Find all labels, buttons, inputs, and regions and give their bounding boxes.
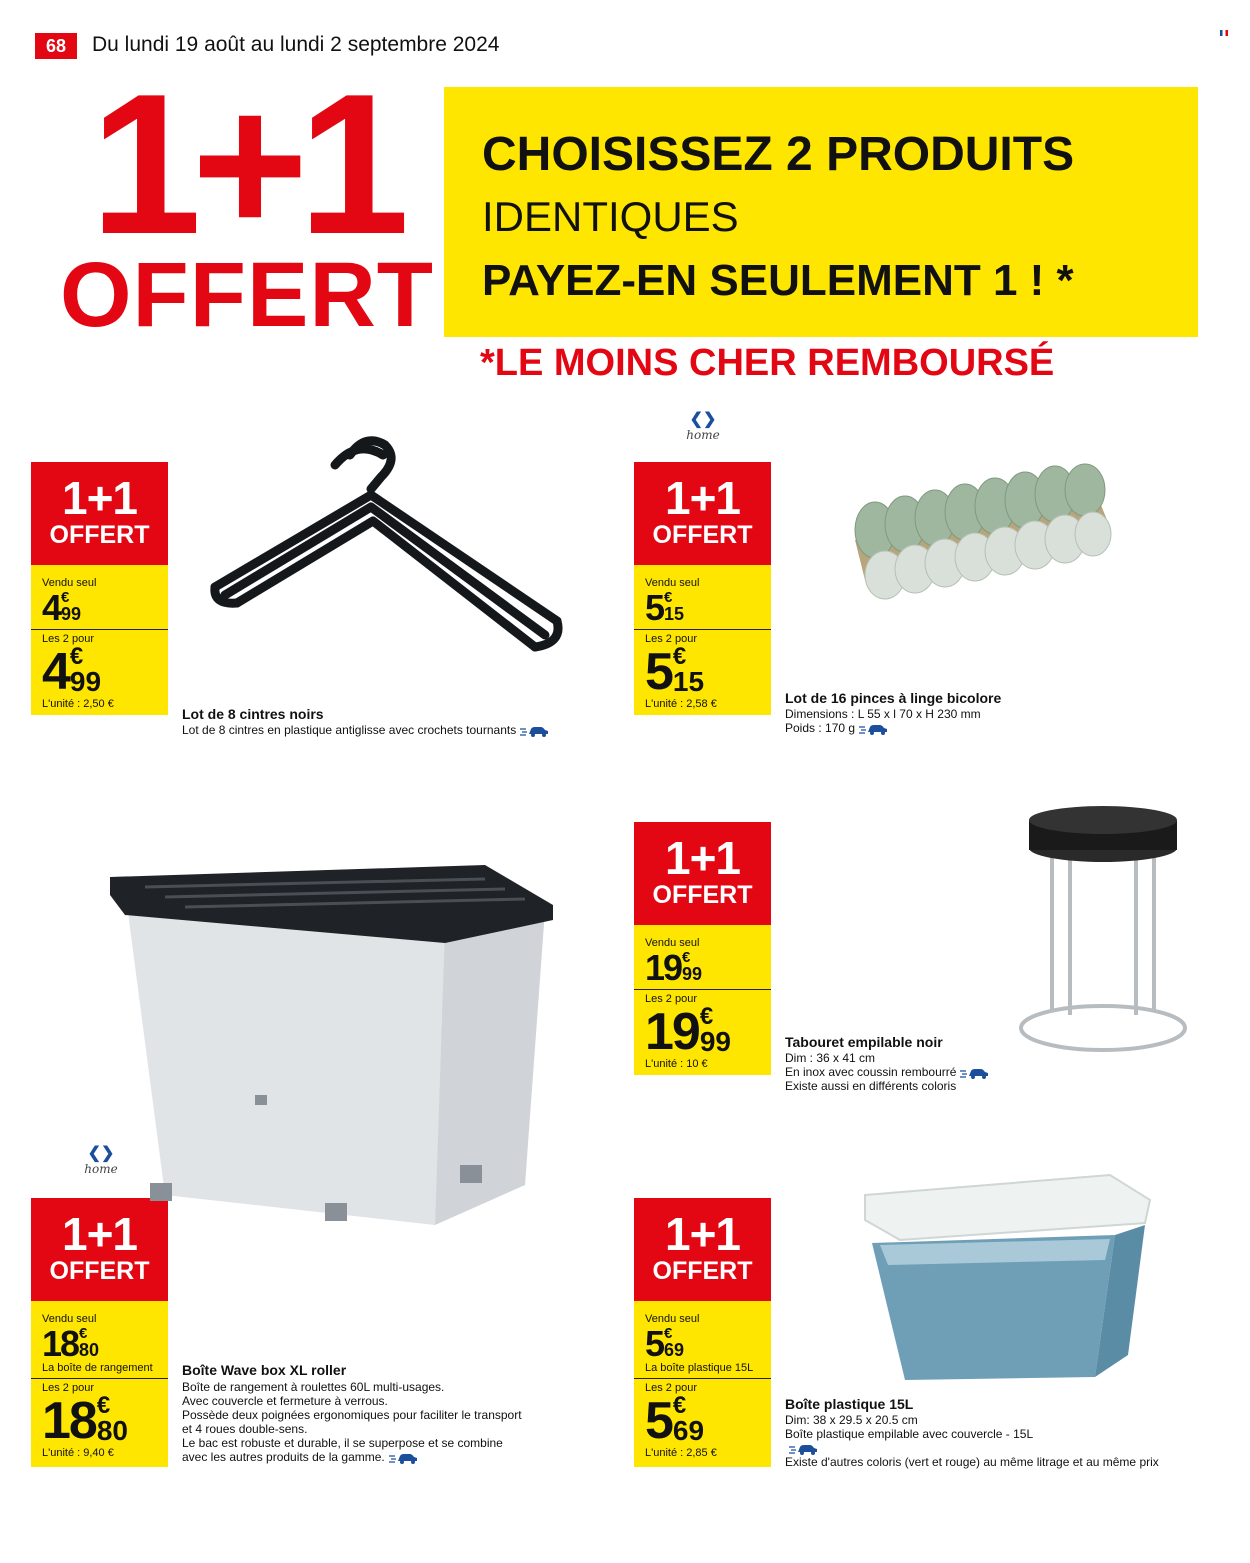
sold-alone-label: Vendu seul xyxy=(645,937,700,949)
carrefour-logo-icon: ❮❯ xyxy=(689,411,717,428)
offer-badge: 1+1 OFFERT xyxy=(634,822,771,925)
storage-box-image xyxy=(105,865,560,1260)
hero-big-text: 1+1 xyxy=(90,53,400,276)
product-desc: Lot de 8 cintres en plastique antiglisse avec crochets tournants xyxy=(182,723,550,737)
pair-price: 4 € 99 xyxy=(42,643,102,701)
offer-badge: 1+1 OFFERT xyxy=(634,1198,771,1301)
sold-alone-price: 4 € 99 xyxy=(42,587,82,628)
product-title: Lot de 16 pinces à linge bicolore xyxy=(785,690,1002,706)
price-panel xyxy=(31,565,168,715)
delivery-car-icon xyxy=(789,1443,819,1455)
promo-banner xyxy=(444,87,1198,337)
price-panel xyxy=(31,1301,168,1467)
pair-price: 5 € 15 xyxy=(645,643,705,701)
sold-alone-label: Vendu seul xyxy=(42,1313,97,1325)
banner-line-1: CHOISISSEZ 2 PRODUITS xyxy=(482,128,1075,181)
hero-offer xyxy=(60,53,434,346)
carrefour-home-logo: ❮❯ home xyxy=(678,412,728,442)
price-tag xyxy=(634,822,771,1075)
product-desc: Dimensions : L 55 x l 70 x H 230 mm Poids : 170 g xyxy=(785,707,981,735)
france-flag-icon xyxy=(1220,30,1228,36)
offer-badge: 1+1 OFFERT xyxy=(31,462,168,565)
stool-image xyxy=(1010,800,1195,1060)
price-tag xyxy=(634,1198,771,1467)
pair-price: 18 € 80 xyxy=(42,1392,128,1450)
page-number: 68 xyxy=(35,33,77,59)
banner-line-2: IDENTIQUES xyxy=(482,193,739,240)
pair-label: Les 2 pour xyxy=(645,633,697,645)
unit-price: L'unité : 9,40 € xyxy=(42,1447,114,1459)
unit-price: L'unité : 2,58 € xyxy=(645,698,717,710)
delivery-car-icon xyxy=(389,1452,419,1464)
product-desc: Dim : 36 x 41 cm En inox avec coussin rembourré Existe aussi en différents coloris xyxy=(785,1051,990,1093)
price-tag xyxy=(31,462,168,715)
pair-price: 5 € 69 xyxy=(645,1392,705,1450)
pair-label: Les 2 pour xyxy=(42,633,94,645)
unit-price: L'unité : 2,85 € xyxy=(645,1447,717,1459)
sold-alone-label: Vendu seul xyxy=(645,1313,700,1325)
pair-price: 19 € 99 xyxy=(645,1003,731,1061)
banner-line-3: PAYEZ-EN SEULEMENT 1 ! * xyxy=(482,256,1074,305)
price-panel xyxy=(634,1301,771,1467)
hero-offer-word: OFFERT xyxy=(60,244,434,346)
clothespins-image xyxy=(845,460,1115,620)
extra-label: La boîte de rangement xyxy=(42,1362,153,1374)
carrefour-home-logo: ❮❯ home xyxy=(76,1146,126,1176)
delivery-car-icon xyxy=(859,723,889,735)
delivery-car-icon xyxy=(520,725,550,737)
unit-price: L'unité : 10 € xyxy=(645,1058,708,1070)
product-title: Boîte plastique 15L xyxy=(785,1396,914,1412)
offer-badge: 1+1 OFFERT xyxy=(634,462,771,565)
sold-alone-price: 18 € 80 xyxy=(42,1323,100,1364)
delivery-car-icon xyxy=(960,1067,990,1079)
offer-badge: 1+1 OFFERT xyxy=(31,1198,168,1301)
price-panel xyxy=(634,925,771,1075)
carrefour-logo-icon: ❮❯ xyxy=(87,1145,115,1162)
pair-label: Les 2 pour xyxy=(42,1382,94,1394)
product-desc: Boîte de rangement à roulettes 60L multi-usages. Avec couvercle et fermeture à verrous. Possède deux poignées ergonomiques pour faciliter le transport et 4 roues double-sens. Le bac est robuste et durable, il se superpose et se combine avec les autres produits de la gamme. xyxy=(182,1380,522,1464)
extra-label: La boîte plastique 15L xyxy=(645,1362,754,1374)
sold-alone-label: Vendu seul xyxy=(645,577,700,589)
unit-price: L'unité : 2,50 € xyxy=(42,698,114,710)
sold-alone-price: 5 € 69 xyxy=(645,1323,685,1364)
hangers-image xyxy=(185,425,575,665)
sold-alone-label: Vendu seul xyxy=(42,577,97,589)
pair-label: Les 2 pour xyxy=(645,1382,697,1394)
sold-alone-price: 5 € 15 xyxy=(645,587,685,628)
date-range: Du lundi 19 août au lundi 2 septembre 2024 xyxy=(92,33,500,56)
product-title: Boîte Wave box XL roller xyxy=(182,1362,347,1378)
promo-footnote: *LE MOINS CHER REMBOURSÉ xyxy=(480,342,1055,384)
pair-label: Les 2 pour xyxy=(645,993,697,1005)
price-tag xyxy=(634,462,771,715)
plastic-box-image xyxy=(860,1165,1155,1385)
price-panel xyxy=(634,565,771,715)
product-desc: Dim: 38 x 29.5 x 20.5 cm Boîte plastique empilable avec couvercle - 15L Existe d'autres coloris (vert et rouge) au même litrage et au même prix xyxy=(785,1413,1159,1469)
product-title: Tabouret empilable noir xyxy=(785,1034,943,1050)
sold-alone-price: 19 € 99 xyxy=(645,947,703,988)
product-title: Lot de 8 cintres noirs xyxy=(182,706,324,722)
